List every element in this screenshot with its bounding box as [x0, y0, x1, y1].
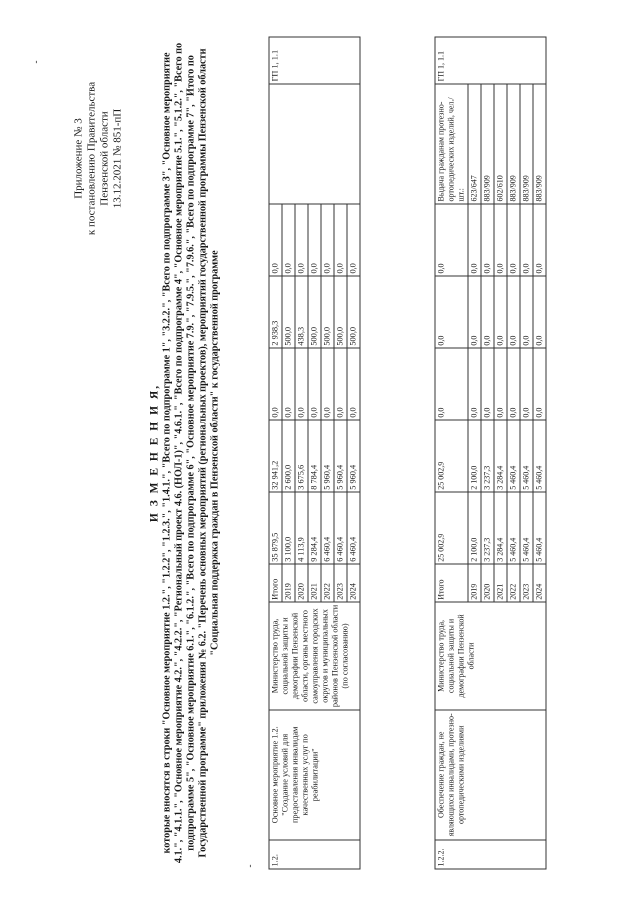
- value-cell: 0,0: [533, 348, 546, 420]
- value-cell: 3 237,3: [481, 492, 494, 564]
- value-cell: 3 284,4: [494, 420, 507, 492]
- value-cell: 0,0: [347, 348, 360, 420]
- value-cell: 0,0: [481, 348, 494, 420]
- table-row: [435, 37, 468, 869]
- value-cell: 6 460,4: [347, 492, 360, 564]
- year-cell: Итого: [435, 564, 468, 602]
- value-cell: 5 460,4: [533, 492, 546, 564]
- value-cell: 5 460,4: [533, 420, 546, 492]
- year-cell: 2024: [533, 564, 546, 602]
- value-cell: 0,0: [507, 203, 520, 275]
- year-cell: 2021: [494, 564, 507, 602]
- executor: Министерство труда, социальной защиты и демографии Пензенской области, органы местного самоуправления городских округов и муниципальных районов Пензенской области (по согласованию): [269, 602, 360, 709]
- value-cell: 0,0: [507, 348, 520, 420]
- value-cell: 0,0: [308, 348, 321, 420]
- value-cell: 5 460,4: [507, 420, 520, 492]
- value-cell: 0,0: [507, 276, 520, 348]
- value-cell: 5 460,4: [520, 492, 533, 564]
- executor: Министерство труда, социальной защиты и демографии Пензенской области: [435, 602, 546, 709]
- value-cell: 4 113,9: [295, 492, 308, 564]
- table-row: [269, 37, 282, 869]
- value-cell: 0,0: [282, 203, 295, 275]
- indicator-cell: 623/647: [468, 83, 481, 203]
- appendix-note: [72, 58, 124, 258]
- indicator-cell: 883/909: [507, 83, 520, 203]
- value-cell: 0,0: [282, 348, 295, 420]
- value-cell: 0,0: [435, 203, 468, 275]
- value-cell: 2 938,3: [269, 276, 282, 348]
- value-cell: 6 460,4: [321, 492, 334, 564]
- value-cell: 0,0: [533, 276, 546, 348]
- value-cell: 3 284,4: [494, 492, 507, 564]
- value-cell: 0,0: [494, 348, 507, 420]
- value-cell: 5 960,4: [321, 420, 334, 492]
- heading-title: И З М Е Н Е Н И Я,: [148, 383, 160, 522]
- year-cell: Итого: [269, 564, 282, 602]
- value-cell: 9 284,4: [308, 492, 321, 564]
- program-code: ГП 1, 1.1: [269, 37, 360, 84]
- value-cell: 0,0: [347, 203, 360, 275]
- year-cell: 2023: [334, 564, 347, 602]
- value-cell: 35 879,5: [269, 492, 282, 564]
- row-number: 1.2.: [269, 839, 360, 868]
- changes-table-2: [434, 36, 546, 869]
- value-cell: 500,0: [282, 276, 295, 348]
- heading-text: которые вносятся в строки "Основное мероприятие 1.2.", "1.2.2", "1.2.3.", "1.4.1.", "Всего по подпрограмме 1", "3.2.2.", "Всего по подпрограмме 3", "Основное мероприятие 4.1.", "4.1.1.", "Основное мероприятие 4.2.", "4.2.2.", "Региональный проект 4.6. (НОЛ-1)", "4.6.1.", "Всего по подпрограмме 4", "Основное мероприятие 5.1.", "5.1.2.", "Всего по подпрограмме 5", "Основное мероприятие 6.1.", "6.1.2.", "Всего по подпрограмме 6", "Основное мероприятие 7.9.", "7.9.5.", "7.9.6.", "Всего по подпрограмме 7", "Итого по Государственной программе" приложения № 6.2. "Перечень основных мероприятий (региональных проектов), мероприятий государственной программы Пензенской области "Социальная поддержка граждан в Пензенской области" к государственной программе: [161, 42, 220, 863]
- activity-name: Основное мероприятие 1.2. "Создание условий для предоставления инвалидам качественных услуг по реабилитации": [269, 709, 360, 839]
- value-cell: 500,0: [334, 276, 347, 348]
- value-cell: 3 237,3: [481, 420, 494, 492]
- value-cell: 0,0: [321, 348, 334, 420]
- value-cell: 2 100,0: [468, 420, 481, 492]
- indicator-cell: 883/909: [533, 83, 546, 203]
- appendix-date-number: 13.12.2021 № 851-пП: [111, 108, 123, 208]
- value-cell: 0,0: [481, 276, 494, 348]
- value-cell: 0,0: [308, 203, 321, 275]
- value-cell: 0,0: [481, 203, 494, 275]
- value-cell: 0,0: [494, 276, 507, 348]
- program-code: ГП 1, 1.1: [435, 37, 546, 84]
- value-cell: 5 960,4: [347, 420, 360, 492]
- value-cell: 5 960,4: [334, 420, 347, 492]
- appendix-line: к постановлению Правительства: [85, 81, 97, 235]
- row-number: 1.2.2.: [435, 839, 546, 868]
- indicator-cell: [269, 83, 360, 203]
- indicator-cell: 602/610: [494, 83, 507, 203]
- value-cell: 2 600,0: [282, 420, 295, 492]
- value-cell: 0,0: [533, 203, 546, 275]
- value-cell: 0,0: [269, 203, 282, 275]
- changes-table-1: [268, 36, 360, 869]
- value-cell: 0,0: [468, 276, 481, 348]
- value-cell: 0,0: [520, 203, 533, 275]
- indicator-cell: Выдача гражданам протезно-ортопедических изделий, чел./шт.:: [435, 83, 468, 203]
- value-cell: 0,0: [520, 276, 533, 348]
- value-cell: 2 100,0: [468, 492, 481, 564]
- value-cell: 0,0: [435, 276, 468, 348]
- value-cell: 25 002,9: [435, 420, 468, 492]
- year-cell: 2021: [308, 564, 321, 602]
- year-cell: 2024: [347, 564, 360, 602]
- year-cell: 2019: [282, 564, 295, 602]
- value-cell: 5 460,4: [507, 492, 520, 564]
- year-cell: 2020: [295, 564, 308, 602]
- value-cell: 0,0: [520, 348, 533, 420]
- year-cell: 2019: [468, 564, 481, 602]
- value-cell: 0,0: [321, 203, 334, 275]
- margin-mark: -: [244, 864, 254, 867]
- value-cell: 0,0: [468, 348, 481, 420]
- value-cell: 3 675,6: [295, 420, 308, 492]
- value-cell: 438,3: [295, 276, 308, 348]
- value-cell: 0,0: [334, 348, 347, 420]
- value-cell: 0,0: [295, 348, 308, 420]
- year-cell: 2022: [507, 564, 520, 602]
- value-cell: 500,0: [308, 276, 321, 348]
- appendix-line: Приложение № 3: [72, 117, 84, 199]
- value-cell: 6 460,4: [334, 492, 347, 564]
- document-heading: [148, 40, 221, 865]
- value-cell: 500,0: [321, 276, 334, 348]
- indicator-cell: 883/909: [520, 83, 533, 203]
- activity-name: Обеспечение граждан, не являющихся инвалидами, протезно-ортопедическими изделиями: [435, 709, 546, 839]
- year-cell: 2022: [321, 564, 334, 602]
- margin-mark: -: [30, 60, 40, 63]
- value-cell: 0,0: [269, 348, 282, 420]
- value-cell: 0,0: [494, 203, 507, 275]
- value-cell: 0,0: [435, 348, 468, 420]
- value-cell: 500,0: [347, 276, 360, 348]
- value-cell: 8 784,4: [308, 420, 321, 492]
- value-cell: 0,0: [468, 203, 481, 275]
- value-cell: 3 100,0: [282, 492, 295, 564]
- year-cell: 2020: [481, 564, 494, 602]
- indicator-cell: 883/909: [481, 83, 494, 203]
- value-cell: 25 002,9: [435, 492, 468, 564]
- value-cell: 32 941,2: [269, 420, 282, 492]
- value-cell: 5 460,4: [520, 420, 533, 492]
- value-cell: 0,0: [295, 203, 308, 275]
- value-cell: 0,0: [334, 203, 347, 275]
- year-cell: 2023: [520, 564, 533, 602]
- appendix-line: Пензенской области: [98, 110, 110, 206]
